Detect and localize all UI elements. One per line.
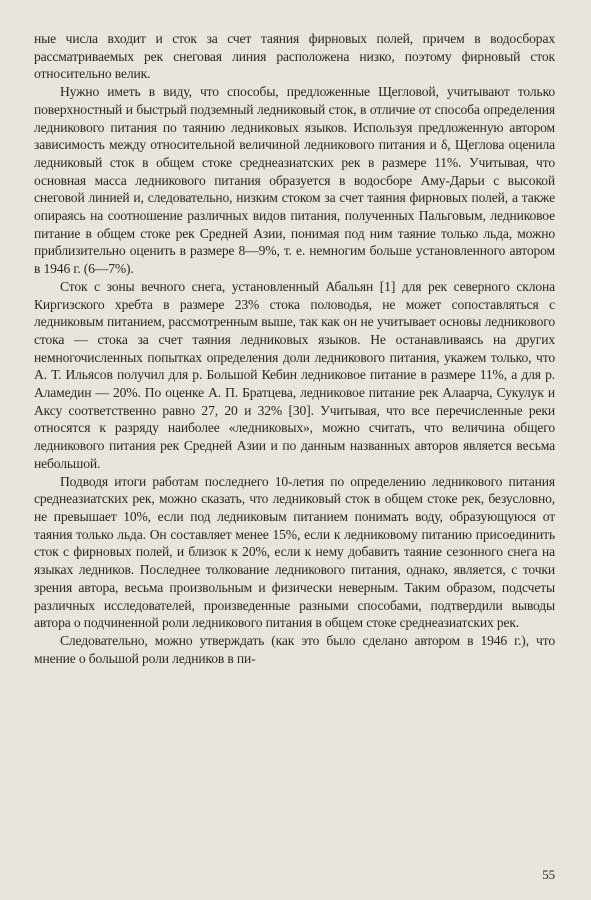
paragraph: Сток с зоны вечного снега, установленный Абальян [1] для рек северного склона Киргизского хребта в размере 23% стока половодья, не может сопоставляться с ледниковым питанием, рассмотренным выше, так как он не учитывает основы ледникового стока — стока за счет таяния ледниковых языков. Не останавливаясь на других немногочисленных попытках определения доли ледникового питания, укажем только, что А. Т. Ильясов получил для р. Большой Кебин ледниковое питание в размере 11%, а для р. Аламедин — 20%. По оценке А. П. Братцева, ледниковое питание рек Алаарча, Сукулук и Аксу соответственно равно 27, 20 и 32% [30]. Учитывая, что все перечисленные реки относятся к разряду наиболее «ледниковых», можно считать, что величина общего ледникового питания рек Средней Азии и по данным названных авторов является весьма небольшой. (34, 278, 555, 471)
paragraph: ные числа входит и сток за счет таяния фирновых полей, причем в водосборах рассматриваемых рек снеговая линия расположена низко, поэтому фирновый сток относительно велик. (34, 31, 555, 82)
paragraph: Нужно иметь в виду, что способы, предложенные Щегловой, учитывают только поверхностный и быстрый подземный ледниковый сток, в отличие от способа определения ледникового питания по таянию ледниковых языков. Используя предложенную автором зависимость между относительной величиной ледникового питания и δ, Щеглова оценила ледниковый сток в общем стоке среднеазиатских рек в размере 11%. Учитывая, что основная масса ледникового питания образуется в водосборе Аму-Дарьи с высокой снеговой линией и, следовательно, низким стоком за счет таяния фирновых полей, а также опираясь на соотношение различных видов питания, полученных Пальговым, ледниковое питание в общем стоке рек Средней Азии, понимая под ним таяние только льда, можно приблизительно оценить в размере 8—9%, т. е. немногим больше установленного автором в 1946 г. (6—7%). (34, 84, 555, 277)
page-number: 55 (542, 867, 555, 882)
text-body (34, 30, 555, 667)
paragraph: Следовательно, можно утверждать (как это было сделано автором в 1946 г.), что мнение о большой роли ледников в пи- (34, 632, 555, 666)
paragraph: Подводя итоги работам последнего 10-летия по определению ледникового питания среднеазиатских рек, можно сказать, что ледниковый сток в общем стоке рек, безусловно, не превышает 10%, если под ледниковым питанием понимать воду, образующуюся от таяния только льда. Он составляет менее 15%, если к ледниковому питанию присоединить сток с фирновых полей, и близок к 20%, если к нему добавить таяние сезонного снега на языках ледников. Последнее толкование ледникового питания, однако, является, с точки зрения автора, весьма произвольным и физически неверным. Таким образом, подсчеты различных исследователей, произведенные разными способами, подтвердили выводы автора о подчиненной роли ледникового питания в общем стоке среднеазиатских рек. (34, 473, 555, 631)
